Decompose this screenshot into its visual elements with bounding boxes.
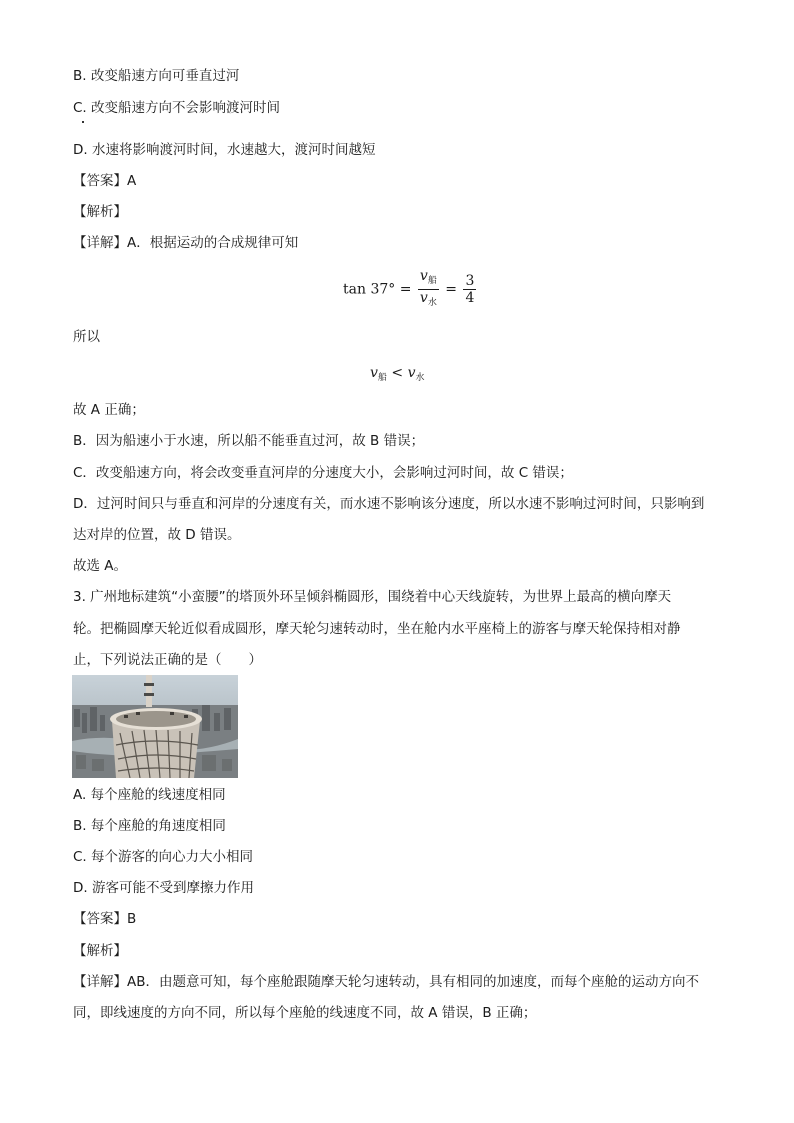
d-wrong-text-2: 达对岸的位置，故 D 错误。 <box>73 527 241 543</box>
denominator-4: 4 <box>465 290 475 306</box>
c-wrong-text: C．改变船速方向，将会改变垂直河岸的分速度大小，会影响过河时间，故 C 错误； <box>73 465 573 481</box>
option-b-q2: B. 改变船速方向可垂直过河 <box>73 68 240 84</box>
stray-dot-mark <box>82 121 84 123</box>
numerator-3: 3 <box>465 273 475 289</box>
formula-velocity-compare <box>370 365 425 383</box>
question-3-line-3: 止，下列说法正确的是（ ） <box>73 652 262 668</box>
v-boat-subscript: 船 <box>377 373 387 383</box>
v-water: v <box>407 365 416 381</box>
v-water-subscript: 水 <box>415 373 425 383</box>
option-c-q2: C. 改变船速方向不会影响渡河时间 <box>73 100 281 116</box>
less-than: < <box>391 365 404 381</box>
fraction-velocity-ratio <box>418 268 439 311</box>
detail-intro-q2: 【详解】A．根据运动的合成规律可知 <box>73 235 299 251</box>
question-3-line-1: 3. 广州地标建筑“小蛮腰”的塔顶外环呈倾斜椭圆形，围绕着中心天线旋转，为世界上最高的横向摩天 <box>73 589 672 605</box>
question-3-line-2: 轮。把椭圆摩天轮近似看成圆形，摩天轮匀速转动时，坐在舱内水平座椅上的游客与摩天轮保持相对静 <box>73 621 681 637</box>
choose-a-text: 故选 A。 <box>73 558 128 574</box>
formula-tan-lhs: tan 37° = <box>343 281 412 298</box>
numerator-subscript: 船 <box>427 276 437 286</box>
option-d-q3: D. 游客可能不受到摩擦力作用 <box>73 880 254 896</box>
fraction-three-quarters <box>463 273 476 306</box>
answer-q3: 【答案】B <box>73 911 137 927</box>
option-c-q3: C. 每个游客的向心力大小相同 <box>73 849 254 865</box>
analysis-heading-q2: 【解析】 <box>73 204 127 220</box>
a-correct-text: 故 A 正确； <box>73 402 145 418</box>
option-d-q2: D. 水速将影响渡河时间，水速越大，渡河时间越短 <box>73 142 376 158</box>
formula-tan37 <box>343 268 478 311</box>
denominator-v: v <box>419 290 428 306</box>
detail-q3-line-2: 同，即线速度的方向不同，所以每个座舱的线速度不同，故 A 错误，B 正确； <box>73 1005 537 1021</box>
canton-tower-photo <box>72 675 238 778</box>
detail-q3-line-1: 【详解】AB．由题意可知，每个座舱跟随摩天轮匀速转动，具有相同的加速度，而每个座舱的运动方向不 <box>73 974 699 990</box>
option-b-q3: B. 每个座舱的角速度相同 <box>73 818 226 834</box>
so-text: 所以 <box>73 329 100 345</box>
b-wrong-text: B．因为船速小于水速，所以船不能垂直过河，故 B 错误； <box>73 433 425 449</box>
d-wrong-text-1: D．过河时间只与垂直和河岸的分速度有关，而水速不影响该分速度，所以水速不影响过河时间，只影响到 <box>73 496 705 512</box>
v-boat: v <box>370 365 378 381</box>
answer-q2: 【答案】A <box>73 173 137 189</box>
numerator-v: v <box>419 268 428 284</box>
denominator-subscript: 水 <box>427 298 437 308</box>
analysis-heading-q3: 【解析】 <box>73 943 127 959</box>
formula-equals: = <box>445 281 458 298</box>
option-a-q3: A. 每个座舱的线速度相同 <box>73 787 226 803</box>
